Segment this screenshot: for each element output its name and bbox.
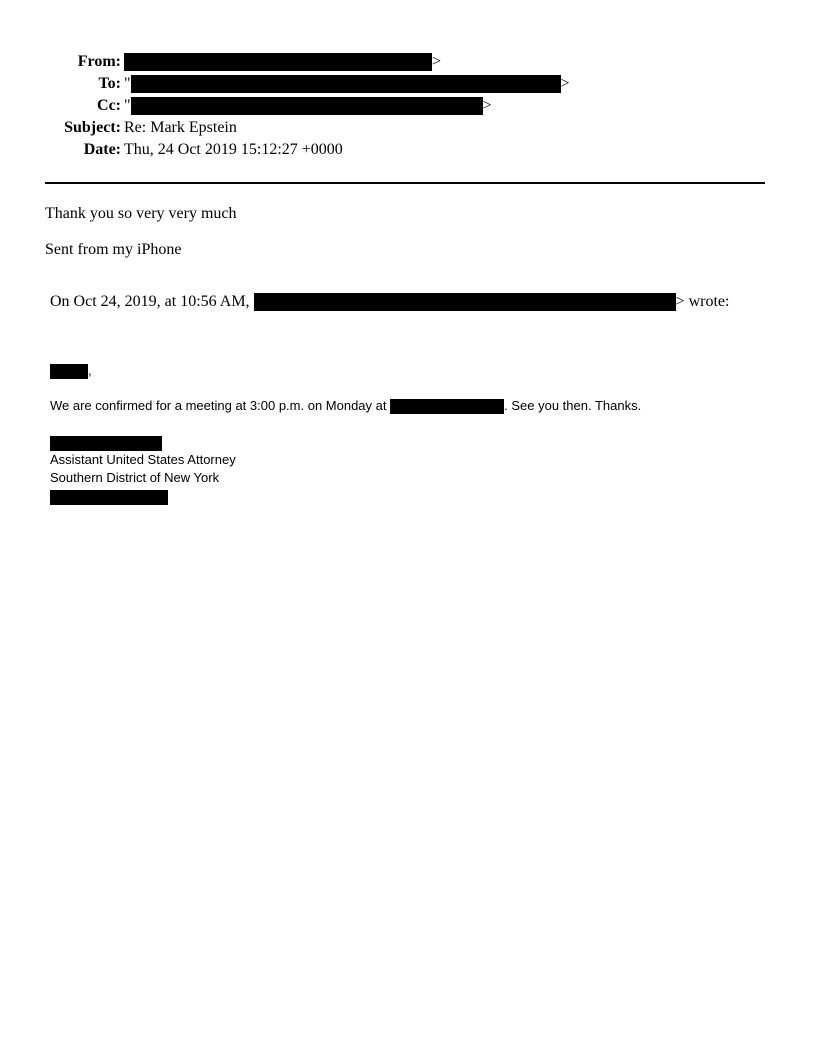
quoted-greeting bbox=[50, 362, 92, 380]
to-label: To: bbox=[98, 75, 121, 92]
date-label: Date: bbox=[83, 141, 121, 158]
cc-suffix: > bbox=[482, 97, 492, 114]
redacted-contact-info bbox=[50, 490, 168, 505]
redacted-sender-name bbox=[254, 293, 676, 311]
message-suffix: . See you then. Thanks. bbox=[504, 398, 642, 413]
from-label: From: bbox=[77, 53, 121, 70]
redacted-recipient-name bbox=[50, 364, 88, 379]
message-prefix: We are confirmed for a meeting at 3:00 p.m. on Monday at bbox=[50, 398, 387, 413]
signature-device: Sent from my iPhone bbox=[45, 241, 182, 258]
cc-prefix: " bbox=[124, 97, 131, 114]
redacted-to-address bbox=[131, 75, 561, 93]
quote-intro-prefix: On Oct 24, 2019, at 10:56 AM, bbox=[50, 293, 250, 310]
redacted-cc-address bbox=[131, 97, 483, 115]
quote-intro-suffix: > wrote: bbox=[675, 293, 730, 310]
quoted-message bbox=[50, 397, 641, 415]
quoted-signature-contact bbox=[50, 488, 168, 506]
subject-value: Re: Mark Epstein bbox=[124, 119, 237, 136]
signature-title: Assistant United States Attorney bbox=[50, 452, 236, 467]
reply-line: Thank you so very very much bbox=[45, 205, 237, 222]
from-suffix: > bbox=[432, 53, 442, 70]
quote-intro bbox=[50, 292, 729, 312]
date-value: Thu, 24 Oct 2019 15:12:27 +0000 bbox=[124, 141, 343, 158]
subject-label: Subject: bbox=[64, 119, 121, 136]
quoted-signature-name bbox=[50, 434, 162, 452]
redacted-from-address bbox=[124, 53, 432, 71]
greeting-suffix: , bbox=[88, 363, 92, 378]
to-suffix: > bbox=[560, 75, 570, 92]
header-divider bbox=[45, 182, 765, 184]
cc-label: Cc: bbox=[97, 97, 121, 114]
redacted-attorney-name bbox=[50, 436, 162, 451]
to-prefix: " bbox=[124, 75, 131, 92]
redacted-meeting-location bbox=[390, 399, 504, 414]
signature-office: Southern District of New York bbox=[50, 470, 220, 485]
